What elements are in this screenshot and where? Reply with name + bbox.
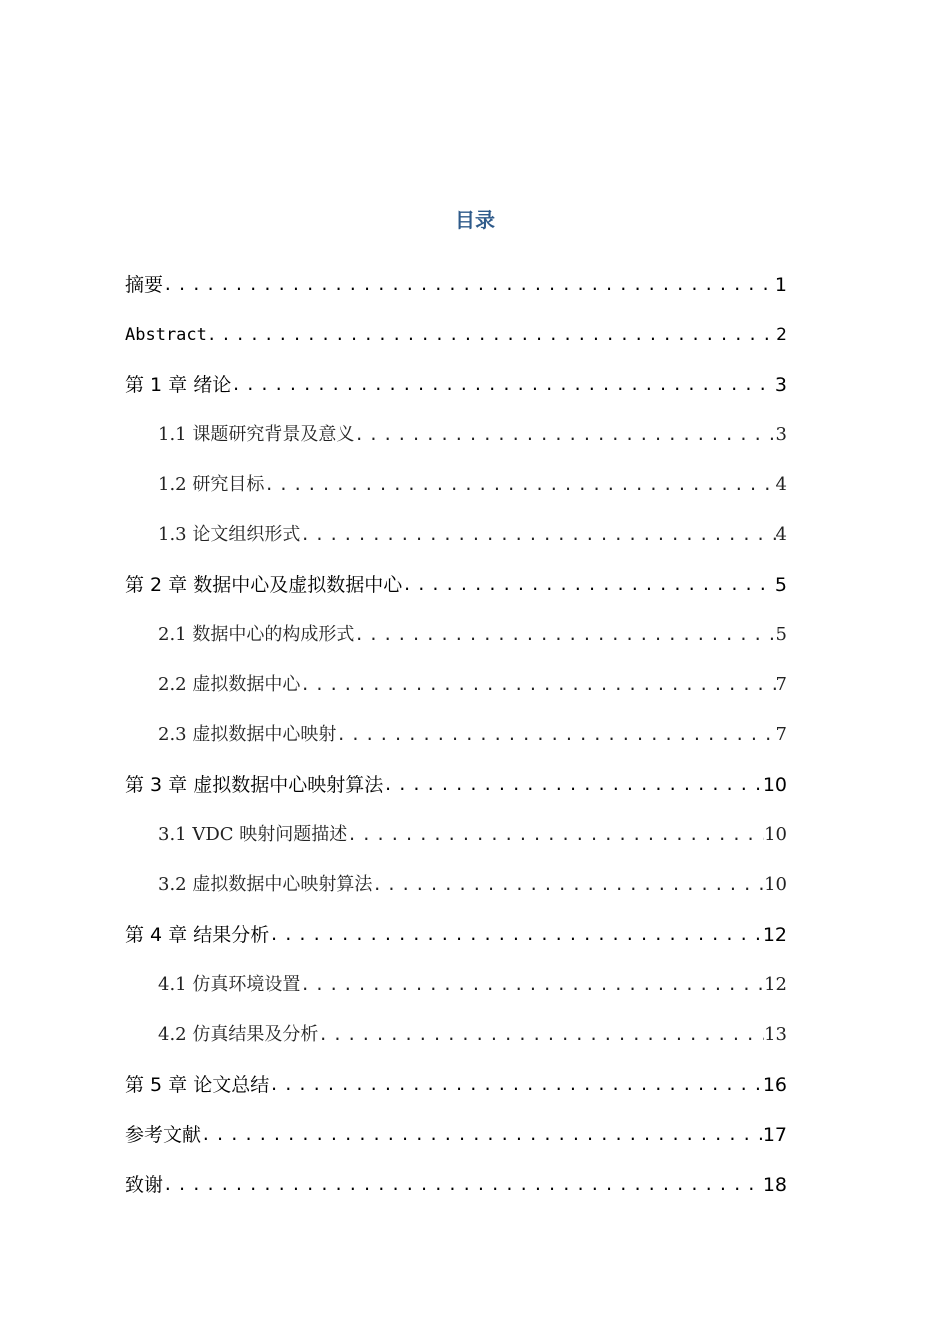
toc-entry[interactable] [125,506,787,556]
toc-leader-dots [231,370,775,406]
toc-entry[interactable] [125,656,787,706]
toc-leader-dots [402,570,775,606]
toc-leader-dots [300,970,764,1006]
toc-entry-text: 2.3 虚拟数据中心映射 [158,724,337,745]
toc-entry-text: 1.1 课题研究背景及意义 [158,424,355,445]
toc-entry[interactable] [125,556,787,606]
toc-entry[interactable] [125,256,787,306]
toc-leader-dots [207,320,776,356]
toc-leader-dots [163,1170,763,1206]
toc-entry-text: 摘要 [125,274,164,296]
toc-entry-text: 2.2 虚拟数据中心 [158,674,301,695]
toc-leader-dots [269,920,763,956]
toc-entry-page: 7 [775,724,787,745]
toc-entry-page: 3 [775,424,787,445]
toc-entry-text: 致谢 [125,1174,164,1196]
toc-leader-dots [354,420,775,456]
toc-entry[interactable] [125,406,787,456]
toc-entry-page: 5 [774,574,787,596]
toc-entry[interactable] [125,806,787,856]
toc-entry-page: 3 [774,374,787,396]
toc-entry-page: 10 [764,874,787,895]
toc-entry-page: 2 [776,325,787,345]
toc-entry[interactable] [125,1156,787,1206]
toc-leader-dots [354,620,775,656]
toc-leader-dots [300,520,775,556]
toc-leader-dots [372,870,764,906]
toc-entry-page: 4 [775,474,787,495]
toc-entry-page: 18 [762,1174,787,1196]
toc-leader-dots [347,820,764,856]
toc-entry-page: 10 [762,774,787,796]
toc-entry[interactable] [125,706,787,756]
toc-entry[interactable] [125,456,787,506]
toc-entry-text: 1.3 论文组织形式 [158,524,301,545]
toc-entry-page: 13 [764,1024,787,1045]
toc-entry-text: 第 5 章 论文总结 [125,1074,270,1096]
toc-entry-text: 第 1 章 绪论 [125,374,232,396]
toc-leader-dots [383,770,763,806]
toc-entry-text: 4.2 仿真结果及分析 [158,1024,319,1045]
toc-entry-page: 16 [762,1074,787,1096]
toc-entry[interactable] [125,356,787,406]
toc-leader-dots [318,1020,764,1056]
toc-entry[interactable] [125,756,787,806]
toc-entry[interactable] [125,306,787,356]
toc-entry-text: 第 4 章 结果分析 [125,924,270,946]
toc-leader-dots [264,470,775,506]
toc-entry-page: 12 [762,924,787,946]
toc-entry-page: 5 [775,624,787,645]
toc-entry[interactable] [125,1106,787,1156]
toc-entry[interactable] [125,1056,787,1106]
toc-entry-text: 2.1 数据中心的构成形式 [158,624,355,645]
toc-entry[interactable] [125,1006,787,1056]
toc-entry-text: 1.2 研究目标 [158,474,265,495]
toc-entry-page: 7 [775,674,787,695]
toc-entry[interactable] [125,856,787,906]
toc-entry-page: 1 [774,274,787,296]
toc-entry-text: Abstract [125,325,207,345]
toc-entry-page: 4 [775,524,787,545]
toc-entry-page: 17 [762,1124,787,1146]
toc-leader-dots [269,1070,763,1106]
toc-entry[interactable] [125,906,787,956]
toc-leader-dots [300,670,775,706]
toc-leader-dots [163,270,775,306]
toc-entry-text: 第 3 章 虚拟数据中心映射算法 [125,774,384,796]
toc-entry-page: 12 [764,974,787,995]
toc-entry-text: 4.1 仿真环境设置 [158,974,301,995]
toc-entry-text: 第 2 章 数据中心及虚拟数据中心 [125,574,403,596]
toc-leader-dots [201,1120,763,1156]
toc-entry-text: 3.1 VDC 映射问题描述 [158,824,348,845]
toc-entry[interactable] [125,956,787,1006]
toc-entry-page: 10 [764,824,787,845]
toc-title: 目录 [455,208,495,232]
toc-list [125,256,787,1206]
toc-entry-text: 参考文献 [125,1124,202,1146]
toc-entry[interactable] [125,606,787,656]
toc-entry-text: 3.2 虚拟数据中心映射算法 [158,874,373,895]
toc-leader-dots [336,720,775,756]
